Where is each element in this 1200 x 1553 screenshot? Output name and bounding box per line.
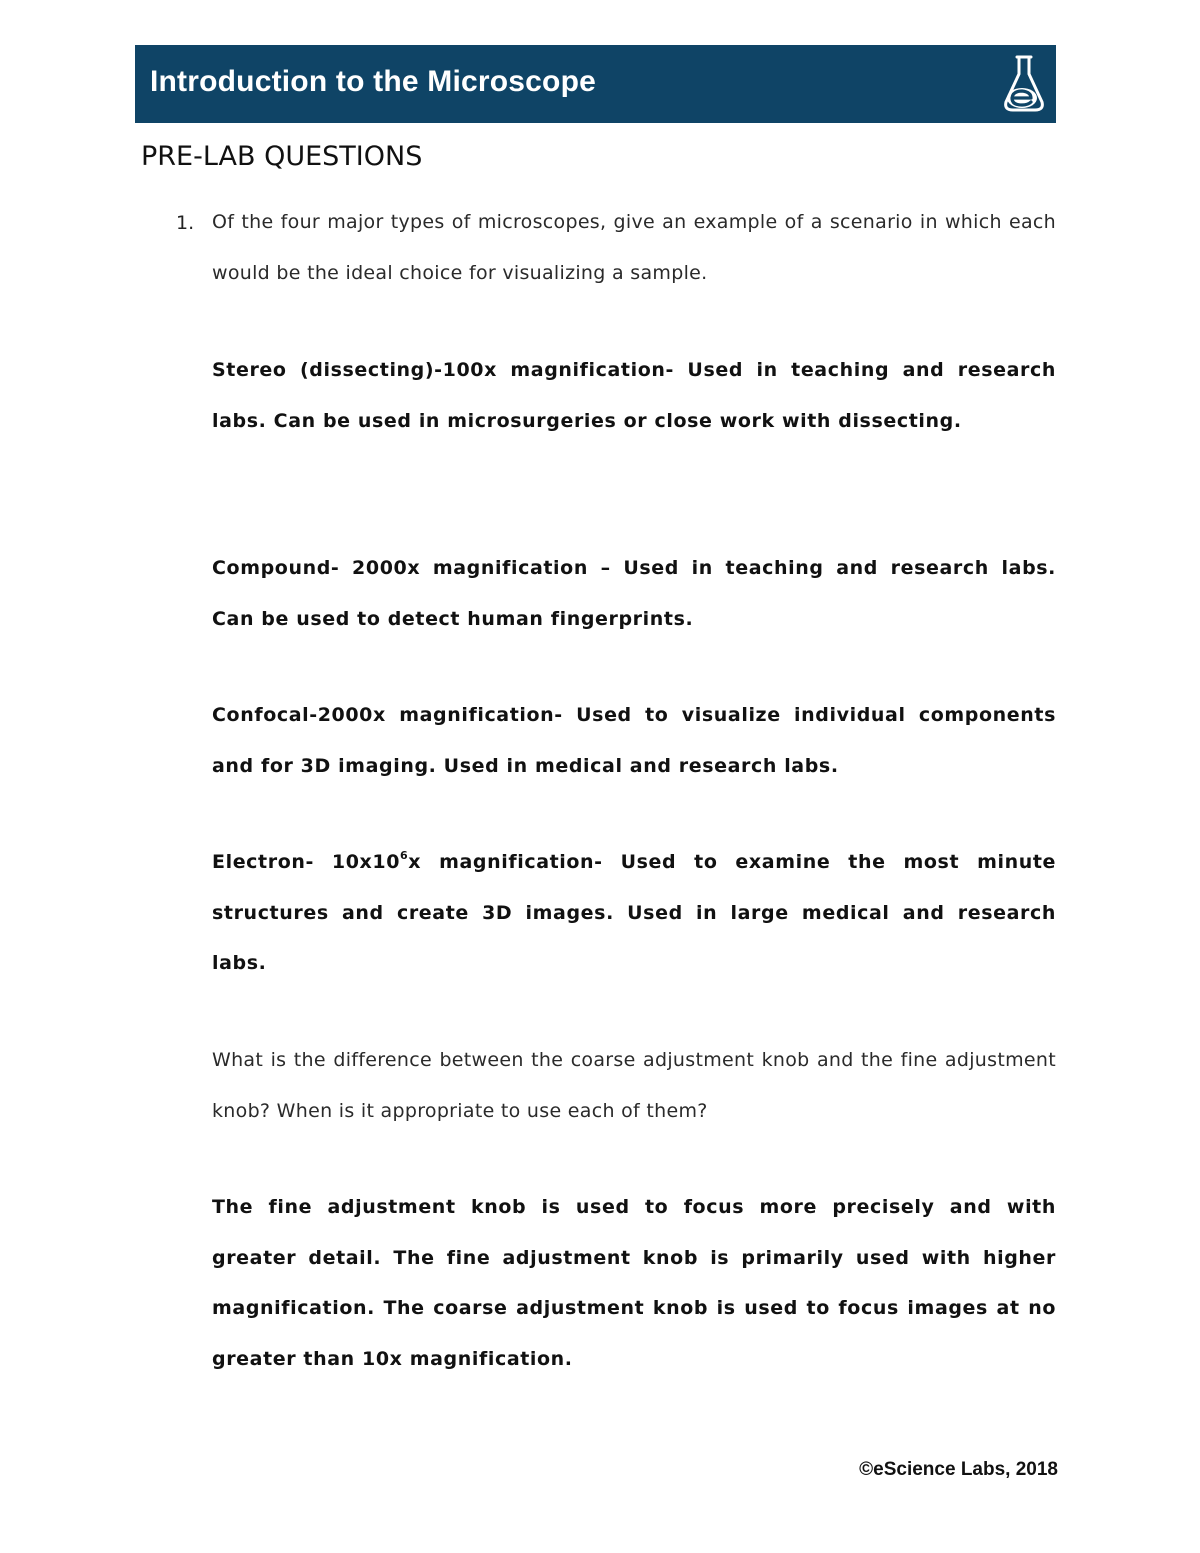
answer-electron-prefix: Electron- 10x10: [212, 851, 401, 873]
answer-electron: [212, 837, 1056, 989]
answer-electron-suffix: x magnification- Used to examine the most minute structures and create 3D images. Used in large medical and research labs.: [212, 851, 1056, 974]
section-title: PRE-LAB QUESTIONS: [141, 141, 423, 172]
answer-compound: Compound- 2000x magnification – Used in teaching and research labs. Can be used to detect human fingerprints.: [212, 557, 1056, 630]
answer-electron-exponent: 6: [400, 849, 409, 862]
flask-e-logo-icon: [1000, 54, 1048, 114]
answer-2-text: The fine adjustment knob is used to focus more precisely and with greater detail. The fine adjustment knob is primarily used with higher magnification. The coarse adjustment knob is used to focus images at no greater than 10x magnification.: [212, 1196, 1056, 1370]
answer-confocal: Confocal-2000x magnification- Used to visualize individual components and for 3D imaging. Used in medical and research labs.: [212, 704, 1056, 777]
question-number: 1.: [176, 212, 195, 234]
copyright-footer: ©eScience Labs, 2018: [859, 1459, 1058, 1480]
question-2-text: What is the difference between the coarse adjustment knob and the fine adjustment knob? When is it appropriate to use each of them?: [212, 1049, 1056, 1122]
document-title: Introduction to the Microscope: [150, 65, 596, 98]
question-1-text: Of the four major types of microscopes, give an example of a scenario in which each would be the ideal choice for visualizing a sample.: [212, 211, 1056, 284]
page-header: [135, 45, 1056, 123]
answer-stereo: Stereo (dissecting)-100x magnification- Used in teaching and research labs. Can be used in microsurgeries or close work with dissecting.: [212, 359, 1056, 432]
